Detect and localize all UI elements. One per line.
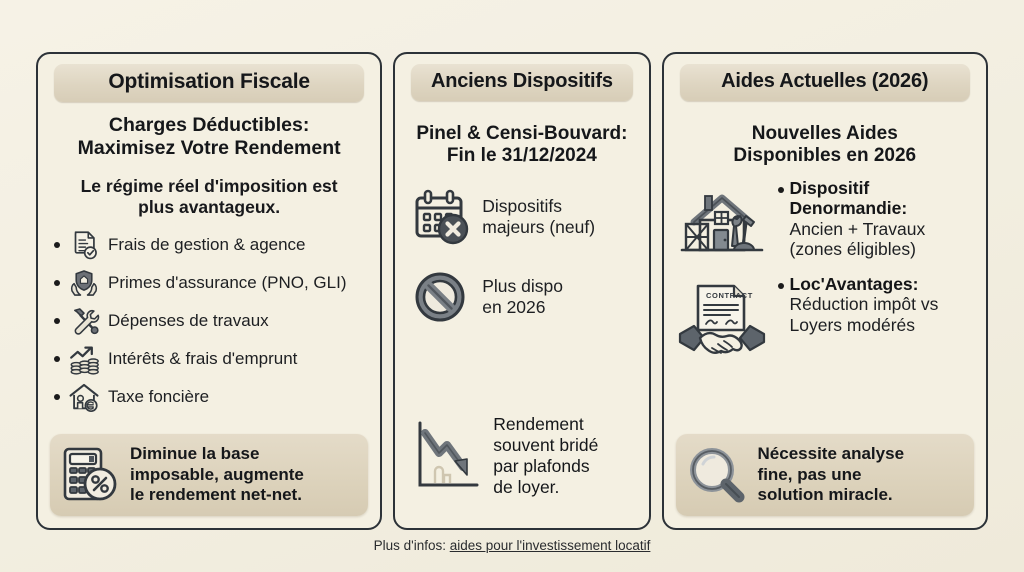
spacer [405, 328, 638, 408]
callout-line-2: imposable, augmente [130, 464, 304, 484]
feature-line-1: Plus dispo [482, 275, 563, 296]
card-header-anciens-dispositifs [411, 64, 632, 101]
lead-line-2: plus avantageux. [138, 197, 281, 217]
spacer [48, 418, 370, 434]
subtitle-line-1: Pinel & Censi-Bouvard: [416, 123, 628, 144]
bullet-dot [54, 280, 60, 286]
card-lead-text [48, 176, 370, 218]
feature-line-2: majeurs (neuf) [482, 216, 596, 237]
feature-line-2: en 2026 [482, 296, 546, 317]
feature-loc-avantages [674, 274, 976, 362]
spacer [674, 362, 976, 434]
feature-detail-line-1: Ancien + Travaux [789, 218, 926, 239]
callout-optimisation [50, 434, 368, 516]
feature-text [482, 276, 563, 318]
hammer-wrench-icon [67, 304, 101, 338]
card-subtitle [48, 114, 370, 160]
callout-line-4: de loyer. [493, 477, 560, 497]
card-header-aides-actuelles [680, 64, 970, 101]
list-item-label: Primes d'assurance (PNO, GLI) [108, 273, 347, 292]
callout-line-3: le rendement net-net. [130, 485, 302, 505]
card-subtitle [405, 123, 638, 168]
list-item [52, 380, 370, 414]
calculator-percent-icon [60, 444, 120, 506]
shield-hands-icon [67, 266, 101, 300]
feature-detail-line-1: Réduction impôt vs [789, 294, 939, 315]
card-aides-actuelles [662, 52, 988, 530]
deductible-charges-list [48, 228, 370, 418]
columns-container [36, 52, 988, 530]
contract-label: CONTRACT [705, 290, 753, 300]
growth-coins-icon [67, 342, 101, 376]
subtitle-line-2: Maximisez Votre Rendement [77, 137, 341, 159]
feature-text [482, 196, 595, 238]
callout-line-2: souvent bridé [493, 435, 599, 455]
card-title: Optimisation Fiscale [108, 70, 310, 93]
callout-line-2: fine, pas une [757, 464, 862, 484]
callout-aides [676, 434, 974, 516]
document-check-icon [67, 228, 101, 262]
card-title: Anciens Dispositifs [430, 70, 613, 92]
subtitle-line-1: Nouvelles Aides [751, 123, 898, 144]
lead-line-1: Le régime réel d'imposition est [80, 176, 338, 196]
list-item-label: Taxe foncière [108, 387, 210, 406]
card-title: Aides Actuelles (2026) [721, 70, 929, 92]
bullet-dot [54, 242, 60, 248]
footer-link[interactable]: aides pour l'investissement locatif [449, 538, 651, 553]
card-anciens-dispositifs [393, 52, 650, 530]
calendar-cancel-icon [409, 186, 471, 248]
feature-dispositifs-majeurs [405, 186, 638, 248]
callout-line-1: Diminue la base [130, 444, 260, 464]
feature-detail-line-2: (zones éligibles) [789, 239, 916, 260]
callout-line-3: par plafonds [493, 456, 590, 476]
feature-text [790, 178, 926, 260]
footer [0, 538, 1024, 553]
contract-handshake-icon [676, 278, 768, 362]
declining-chart-icon [411, 417, 483, 495]
card-optimisation-fiscale [36, 52, 382, 530]
callout-text [130, 444, 304, 505]
callout-line-3: solution miracle. [757, 485, 893, 505]
list-item-label: Dépenses de travaux [108, 311, 269, 330]
feature-denormandie [674, 178, 976, 268]
subtitle-line-2: Fin le 31/12/2024 [446, 145, 597, 167]
house-renovation-icon [676, 182, 768, 268]
callout-anciens [407, 408, 636, 516]
feature-line-1: Dispositifs [482, 195, 562, 216]
card-subtitle [674, 123, 976, 168]
feature-title-line-1: Dispositif [789, 177, 870, 198]
list-item [52, 342, 370, 376]
prohibition-icon [409, 266, 471, 328]
footer-prefix: Plus d'infos: [373, 538, 450, 553]
subtitle-line-1: Charges Déductibles: [108, 114, 310, 136]
list-item [52, 228, 370, 262]
callout-line-1: Nécessite analyse [757, 444, 905, 464]
list-item [52, 266, 370, 300]
list-item [52, 304, 370, 338]
magnifier-icon [686, 444, 748, 506]
feature-body [776, 178, 926, 260]
bullet-dot [54, 318, 60, 324]
feature-body [776, 274, 939, 335]
bullet-dot [54, 394, 60, 400]
feature-plus-dispo [405, 266, 638, 328]
bullet-dot [778, 283, 784, 289]
bullet-dot [54, 356, 60, 362]
list-item-label: Frais de gestion & agence [108, 235, 306, 254]
feature-title-line-1: Loc'Avantages: [789, 273, 919, 294]
card-header-optimisation-fiscale [54, 64, 364, 102]
callout-line-1: Rendement [493, 414, 584, 434]
subtitle-line-2: Disponibles en 2026 [733, 145, 917, 167]
callout-text [758, 444, 905, 505]
feature-text [790, 274, 939, 335]
feature-detail-line-2: Loyers modérés [789, 314, 916, 335]
bullet-dot [778, 187, 784, 193]
house-euro-icon [67, 380, 101, 414]
list-item-label: Intérêts & frais d'emprunt [108, 349, 298, 368]
feature-title-line-2: Denormandie: [789, 198, 908, 219]
callout-text [493, 414, 598, 498]
